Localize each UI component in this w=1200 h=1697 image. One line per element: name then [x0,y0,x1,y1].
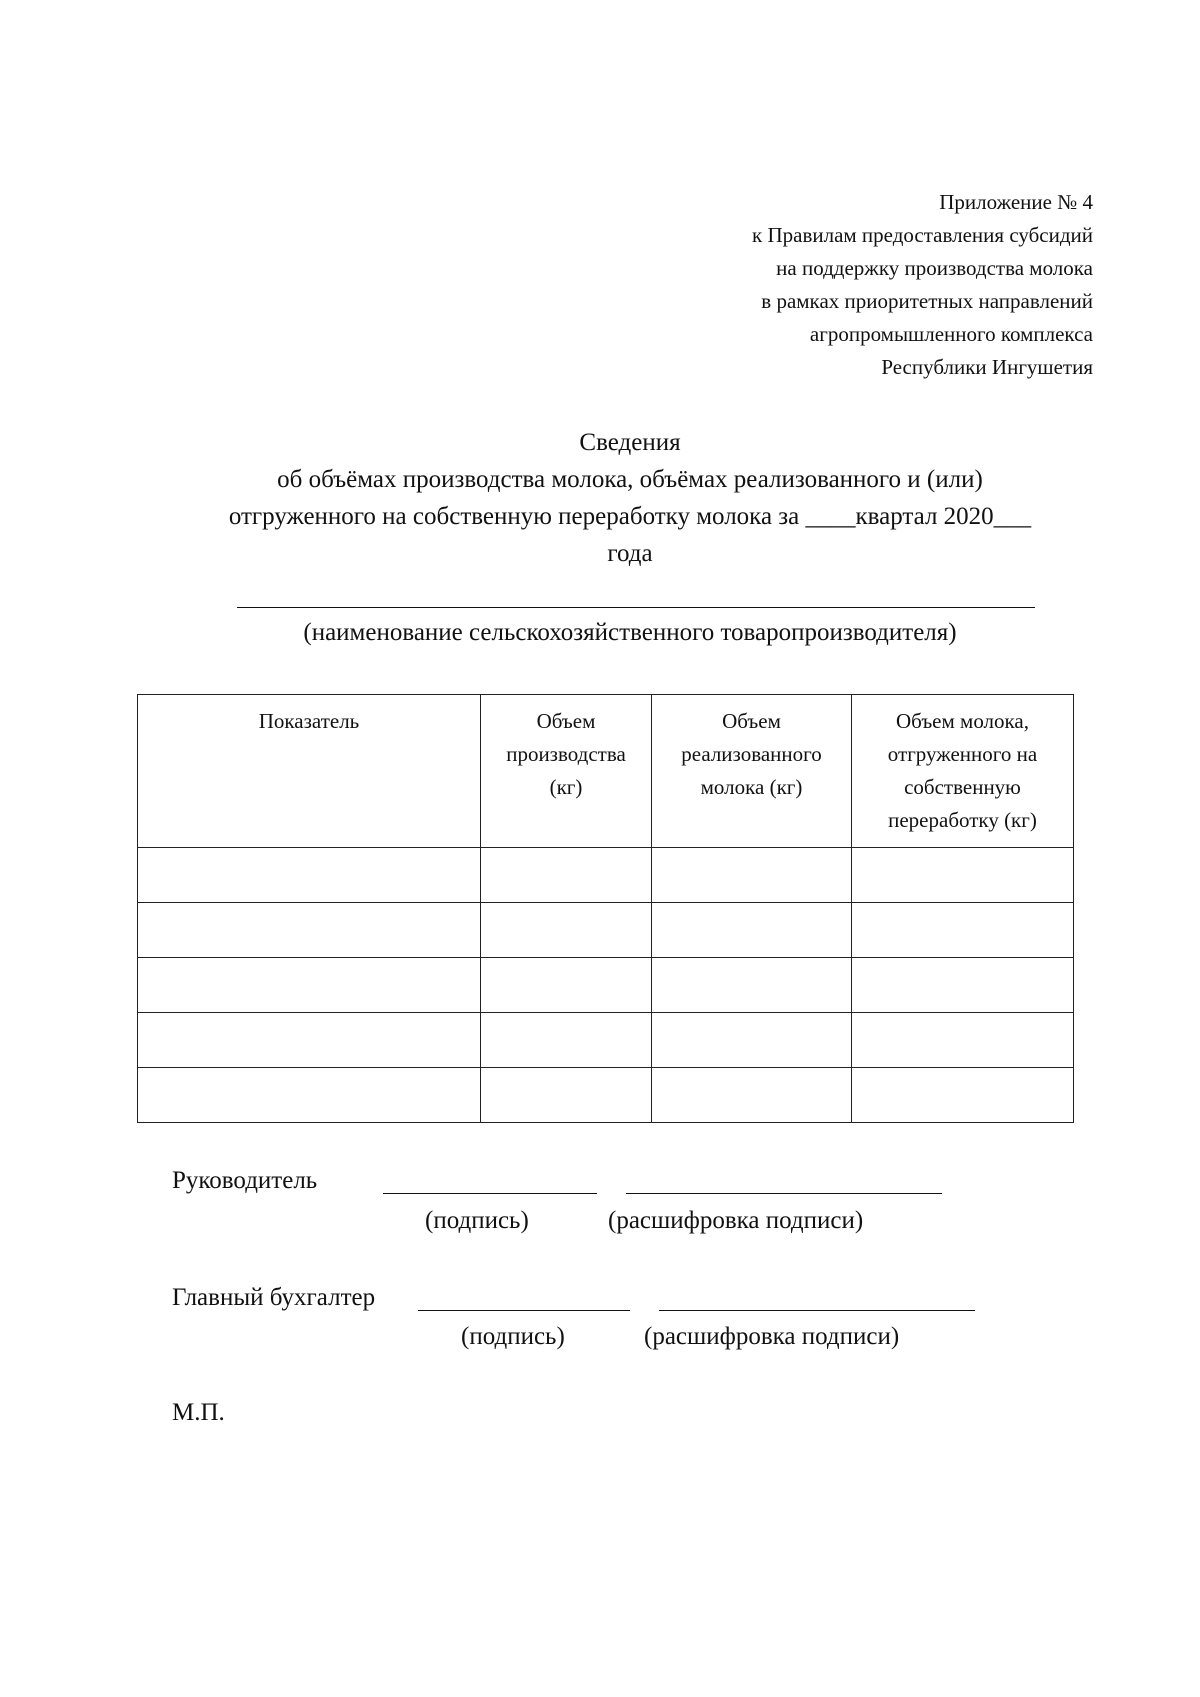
title-line: отгруженного на собственную переработку молока за ____квартал 2020___ [228,503,1032,530]
table-cell[interactable] [138,903,481,958]
annex-line: к Правилам предоставления субсидий [752,223,1093,247]
table-cell[interactable] [652,1013,852,1068]
annex-block [752,186,1093,384]
table-cell[interactable] [481,1013,652,1068]
head-decoding-caption: (расшифровка подписи) [608,1207,864,1234]
document-title [120,424,1140,572]
table-row [138,1013,1074,1068]
header-indicator: Показатель [138,695,481,848]
accountant-signature-line[interactable] [418,1310,630,1311]
producer-name-line[interactable] [237,607,1035,608]
table-cell[interactable] [481,1068,652,1123]
table-cell[interactable] [481,848,652,903]
producer-name-caption: (наименование сельскохозяйственного товаропроизводителя) [303,619,957,646]
table-cell[interactable] [138,848,481,903]
annex-line: Республики Ингушетия [881,355,1093,379]
header-sold-volume: Объем реализованного молока (кг) [652,695,852,848]
table-cell[interactable] [852,958,1074,1013]
data-table [137,694,1074,1123]
table-header-row [138,695,1074,848]
table-cell[interactable] [138,1068,481,1123]
title-line: года [607,540,653,567]
table-cell[interactable] [481,903,652,958]
table-row [138,848,1074,903]
header-production-volume: Объем производства (кг) [481,695,652,848]
table-cell[interactable] [852,1068,1074,1123]
annex-line: агропромышленного комплекса [809,322,1093,346]
table-cell[interactable] [652,1068,852,1123]
table-cell[interactable] [138,958,481,1013]
table-cell[interactable] [852,848,1074,903]
table-cell[interactable] [652,848,852,903]
head-signature-caption: (подпись) [425,1207,529,1234]
stamp-place-label: М.П. [172,1399,225,1426]
table-row [138,958,1074,1013]
table-cell[interactable] [852,903,1074,958]
accountant-decoding-line[interactable] [659,1310,975,1311]
table-cell[interactable] [652,958,852,1013]
annex-number: Приложение № 4 [939,190,1093,214]
accountant-signature-caption: (подпись) [461,1323,565,1350]
head-label: Руководитель [172,1167,318,1194]
table-cell[interactable] [852,1013,1074,1068]
title-heading: Сведения [579,429,681,456]
table-cell[interactable] [652,903,852,958]
head-decoding-line[interactable] [626,1193,942,1194]
table-cell[interactable] [138,1013,481,1068]
annex-line: в рамках приоритетных направлений [761,289,1093,313]
title-line: об объёмах производства молока, объёмах реализованного и (или) [277,466,983,493]
head-signature-line[interactable] [383,1193,597,1194]
header-processing-volume: Объем молока, отгруженного на собственную переработку (кг) [852,695,1074,848]
table-row [138,1068,1074,1123]
table-row [138,903,1074,958]
accountant-decoding-caption: (расшифровка подписи) [644,1323,900,1350]
table-cell[interactable] [481,958,652,1013]
accountant-label: Главный бухгалтер [172,1284,376,1311]
annex-line: на поддержку производства молока [776,256,1093,280]
